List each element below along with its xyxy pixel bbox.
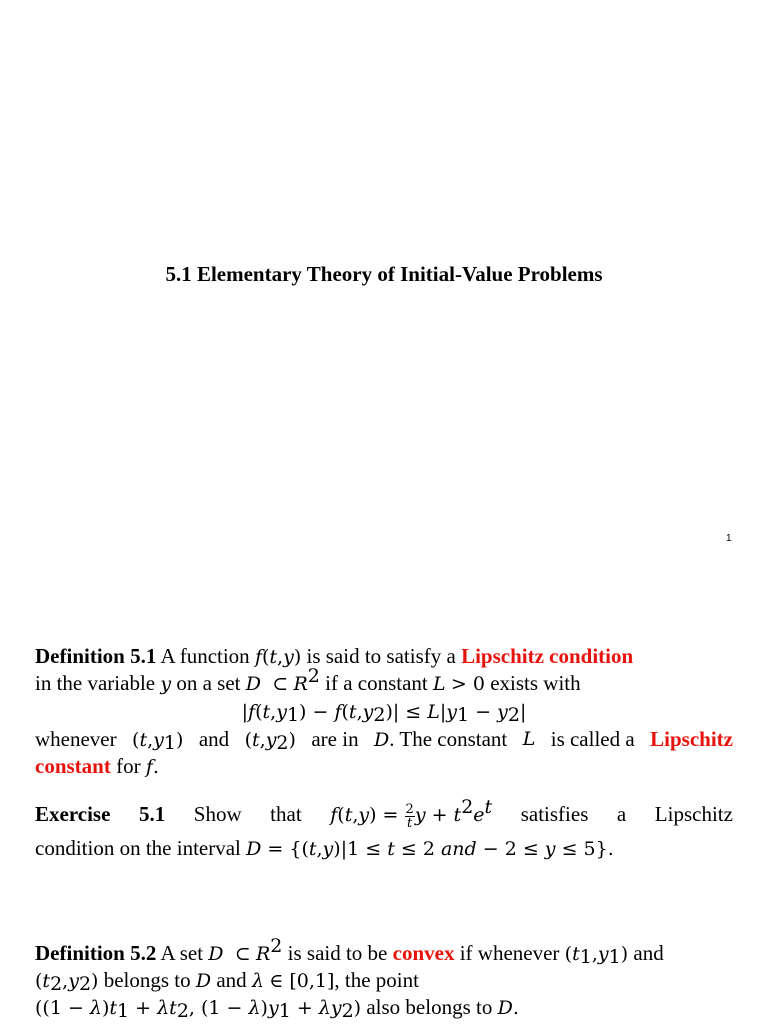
convex-term: convex (392, 941, 455, 965)
definition-5-2-line-2: $(t_2,y_2)$ belongs to D and λ ∈ [0,1], the point (35, 968, 419, 995)
exercise-function: f(t,y) = $\frac{2}{t}$ $y + t^2e^t$ (330, 796, 493, 831)
definition-5-2-line-3: ($(1 - \lambda)t_1 + \lambda t_2$, $(1 - \lambda)y_1 + \lambda y_2$) also belongs to D. (35, 995, 519, 1022)
page-number: 1 (726, 533, 732, 544)
definition-5-1-line-1: Definition 5.1 A function f(t,y) is said to satisfy a Lipschitz condition (35, 644, 634, 668)
exercise-5-1-line-2: condition on the interval D = {(t,y)|1 ≤ t ≤ 2 and − 2 ≤ y ≤ 5}. (35, 836, 614, 860)
lipschitz-inequality: $|f(t,y_1) - f(t,y_2)| \le L|y_1 - y_2|$ (241, 701, 527, 726)
definition-5-1-line-2: in the variable y on a set D ⊂ $R^2$ if a constant L > 0 exists with (35, 665, 581, 695)
exercise-label: Exercise (35, 802, 111, 826)
constant-term: constant (35, 754, 111, 778)
definition-5-1-label: Definition 5.1 (35, 644, 157, 668)
definition-5-1-line-5: constant for f. (35, 754, 159, 778)
lipschitz-term: Lipschitz (650, 727, 733, 751)
definition-5-2-line-1: Definition 5.2 A set D ⊂ $R^2$ is said to be convex if whenever $(t_1,y_1)$ and (35, 935, 664, 968)
slide-title: 5.1 Elementary Theory of Initial-Value Problems (165, 262, 603, 286)
lipschitz-condition-term: Lipschitz condition (461, 644, 634, 668)
definition-5-1-line-4: whenever $(t,y_1)$ and $(t,y_2)$ are in D. The constant L is called a Lipschitz (35, 727, 733, 754)
math-f-t-y: f (254, 646, 262, 668)
exercise-5-1-line-1: Exercise 5.1 Show that f(t,y) = $\frac{2}{t}$ $y + t^2e^t$ satisfies a Lipschitz (35, 796, 733, 831)
definition-5-2-label: Definition 5.2 (35, 941, 157, 965)
